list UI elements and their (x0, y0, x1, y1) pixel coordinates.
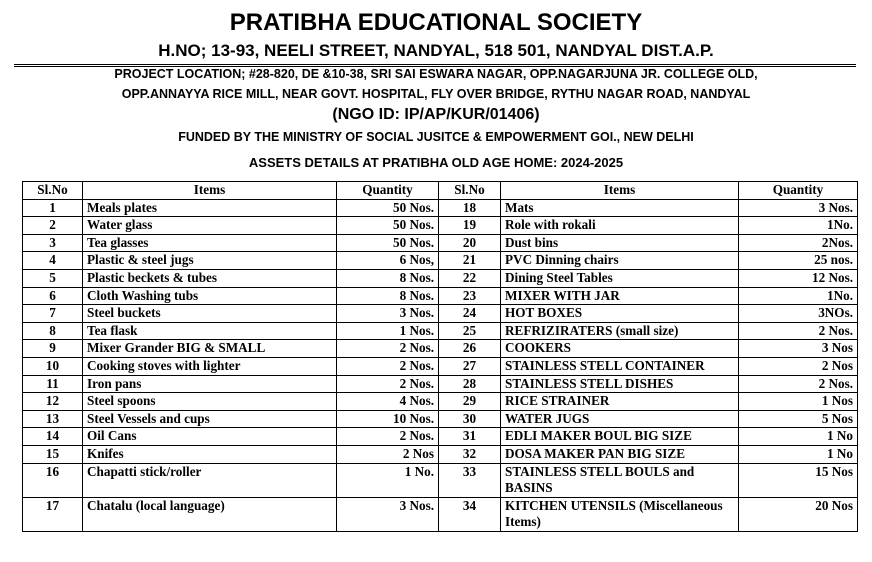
cell-slno-left: 3 (23, 234, 83, 252)
cell-quantity-right: 3NOs. (739, 305, 858, 323)
cell-slno-left: 13 (23, 410, 83, 428)
cell-slno-right: 23 (439, 287, 501, 305)
cell-slno-left: 5 (23, 269, 83, 287)
table-row (23, 375, 858, 393)
table-row (23, 428, 858, 446)
cell-quantity-right: 12 Nos. (739, 269, 858, 287)
cell-slno-right: 24 (439, 305, 501, 323)
cell-slno-left: 11 (23, 375, 83, 393)
cell-item-left: Steel Vessels and cups (83, 410, 337, 428)
cell-quantity-left: 8 Nos. (337, 269, 439, 287)
table-row (23, 234, 858, 252)
cell-item-right: Mats (501, 199, 739, 217)
cell-item-right: DOSA MAKER PAN BIG SIZE (501, 445, 739, 463)
cell-slno-right: 29 (439, 393, 501, 411)
cell-slno-left: 4 (23, 252, 83, 270)
cell-quantity-right: 2Nos. (739, 234, 858, 252)
col-header-slno-left: Sl.No (23, 182, 83, 200)
table-row (23, 410, 858, 428)
cell-slno-left: 17 (23, 497, 83, 531)
cell-quantity-left: 50 Nos. (337, 234, 439, 252)
cell-item-left: Plastic beckets & tubes (83, 269, 337, 287)
cell-slno-right: 22 (439, 269, 501, 287)
table-body (23, 199, 858, 531)
table-row (23, 305, 858, 323)
cell-slno-right: 32 (439, 445, 501, 463)
cell-item-right: EDLI MAKER BOUL BIG SIZE (501, 428, 739, 446)
cell-quantity-left: 2 Nos. (337, 357, 439, 375)
cell-quantity-left: 10 Nos. (337, 410, 439, 428)
table-row (23, 199, 858, 217)
cell-quantity-right: 15 Nos (739, 463, 858, 497)
cell-slno-left: 2 (23, 217, 83, 235)
cell-item-left: Meals plates (83, 199, 337, 217)
cell-quantity-right: 1No. (739, 217, 858, 235)
assets-title: ASSETS DETAILS AT PRATIBHA OLD AGE HOME: 2024-2025 (248, 155, 624, 170)
cell-quantity-right: 2 Nos (739, 357, 858, 375)
project-location-line-2: OPP.ANNAYYA RICE MILL, NEAR GOVT. HOSPITAL, FLY OVER BRIDGE, RYTHU NAGAR ROAD, NANDYAL (121, 87, 751, 101)
cell-quantity-right: 3 Nos. (739, 199, 858, 217)
cell-slno-left: 15 (23, 445, 83, 463)
cell-slno-left: 9 (23, 340, 83, 358)
cell-item-right: STAINLESS STELL BOULS and BASINS (501, 463, 739, 497)
table-header-row (23, 182, 858, 200)
cell-slno-right: 19 (439, 217, 501, 235)
cell-quantity-left: 8 Nos. (337, 287, 439, 305)
cell-slno-right: 18 (439, 199, 501, 217)
cell-item-right: RICE STRAINER (501, 393, 739, 411)
cell-quantity-right: 5 Nos (739, 410, 858, 428)
cell-quantity-right: 1 No (739, 445, 858, 463)
cell-item-left: Steel buckets (83, 305, 337, 323)
cell-quantity-left: 2 Nos. (337, 340, 439, 358)
cell-item-left: Steel spoons (83, 393, 337, 411)
ngo-id: (NGO ID: IP/AP/KUR/01406) (332, 106, 540, 123)
col-header-items-right: Items (501, 182, 739, 200)
cell-slno-left: 10 (23, 357, 83, 375)
cell-quantity-right: 2 Nos. (739, 375, 858, 393)
cell-item-left: Tea glasses (83, 234, 337, 252)
org-address: H.NO; 13-93, NEELI STREET, NANDYAL, 518 501, NANDYAL DIST.A.P. (158, 41, 714, 60)
col-header-slno-right: Sl.No (439, 182, 501, 200)
cell-quantity-left: 1 No. (337, 463, 439, 497)
table-row (23, 322, 858, 340)
cell-item-left: Chatalu (local language) (83, 497, 337, 531)
cell-slno-left: 1 (23, 199, 83, 217)
cell-quantity-left: 50 Nos. (337, 217, 439, 235)
cell-item-left: Cooking stoves with lighter (83, 357, 337, 375)
cell-slno-left: 12 (23, 393, 83, 411)
cell-item-left: Oil Cans (83, 428, 337, 446)
cell-item-right: Dust bins (501, 234, 739, 252)
cell-slno-left: 16 (23, 463, 83, 497)
cell-slno-right: 21 (439, 252, 501, 270)
table-row (23, 357, 858, 375)
table-row (23, 269, 858, 287)
cell-item-left: Chapatti stick/roller (83, 463, 337, 497)
cell-item-right: MIXER WITH JAR (501, 287, 739, 305)
cell-item-right: STAINLESS STELL DISHES (501, 375, 739, 393)
cell-slno-right: 33 (439, 463, 501, 497)
cell-slno-right: 27 (439, 357, 501, 375)
table-row (23, 463, 858, 497)
cell-item-left: Tea flask (83, 322, 337, 340)
cell-item-right: HOT BOXES (501, 305, 739, 323)
table-row (23, 497, 858, 531)
cell-item-left: Plastic & steel jugs (83, 252, 337, 270)
cell-quantity-left: 3 Nos. (337, 497, 439, 531)
header-rule-top (14, 64, 856, 65)
cell-item-right: KITCHEN UTENSILS (Miscellaneous Items) (501, 497, 739, 531)
cell-item-left: Water glass (83, 217, 337, 235)
col-header-quantity-left: Quantity (337, 182, 439, 200)
cell-item-left: Mixer Grander BIG & SMALL (83, 340, 337, 358)
cell-quantity-right: 25 nos. (739, 252, 858, 270)
cell-item-right: STAINLESS STELL CONTAINER (501, 357, 739, 375)
cell-item-right: REFRIZIRATERS (small size) (501, 322, 739, 340)
cell-slno-right: 25 (439, 322, 501, 340)
cell-item-right: WATER JUGS (501, 410, 739, 428)
cell-item-right: Role with rokali (501, 217, 739, 235)
assets-table (22, 181, 858, 532)
cell-slno-right: 30 (439, 410, 501, 428)
cell-slno-left: 14 (23, 428, 83, 446)
cell-item-right: PVC Dinning chairs (501, 252, 739, 270)
cell-quantity-left: 6 Nos, (337, 252, 439, 270)
org-title: PRATIBHA EDUCATIONAL SOCIETY (229, 9, 643, 36)
cell-slno-right: 20 (439, 234, 501, 252)
cell-item-left: Knifes (83, 445, 337, 463)
cell-slno-left: 6 (23, 287, 83, 305)
cell-quantity-right: 1 No (739, 428, 858, 446)
cell-slno-left: 8 (23, 322, 83, 340)
cell-quantity-right: 1 Nos (739, 393, 858, 411)
cell-item-right: Dining Steel Tables (501, 269, 739, 287)
cell-quantity-right: 20 Nos (739, 497, 858, 531)
cell-quantity-left: 2 Nos (337, 445, 439, 463)
table-row (23, 393, 858, 411)
funding-line: FUNDED BY THE MINISTRY OF SOCIAL JUSITCE & EMPOWERMENT GOI., NEW DELHI (178, 130, 694, 144)
cell-item-left: Iron pans (83, 375, 337, 393)
cell-quantity-left: 3 Nos. (337, 305, 439, 323)
project-location-line-1: PROJECT LOCATION; #28-820, DE &10-38, SRI SAI ESWARA NAGAR, OPP.NAGARJUNA JR. COLLEGE OLD, (114, 67, 758, 81)
cell-slno-right: 28 (439, 375, 501, 393)
cell-quantity-left: 2 Nos. (337, 428, 439, 446)
cell-item-left: Cloth Washing tubs (83, 287, 337, 305)
col-header-quantity-right: Quantity (739, 182, 858, 200)
cell-slno-right: 26 (439, 340, 501, 358)
cell-quantity-left: 2 Nos. (337, 375, 439, 393)
cell-quantity-right: 2 Nos. (739, 322, 858, 340)
table-row (23, 252, 858, 270)
table-row (23, 287, 858, 305)
table-row (23, 445, 858, 463)
cell-quantity-left: 50 Nos. (337, 199, 439, 217)
cell-slno-left: 7 (23, 305, 83, 323)
cell-quantity-left: 4 Nos. (337, 393, 439, 411)
table-row (23, 217, 858, 235)
table-row (23, 340, 858, 358)
cell-slno-right: 34 (439, 497, 501, 531)
col-header-items-left: Items (83, 182, 337, 200)
cell-quantity-right: 3 Nos (739, 340, 858, 358)
cell-quantity-right: 1No. (739, 287, 858, 305)
cell-slno-right: 31 (439, 428, 501, 446)
cell-quantity-left: 1 Nos. (337, 322, 439, 340)
cell-item-right: COOKERS (501, 340, 739, 358)
